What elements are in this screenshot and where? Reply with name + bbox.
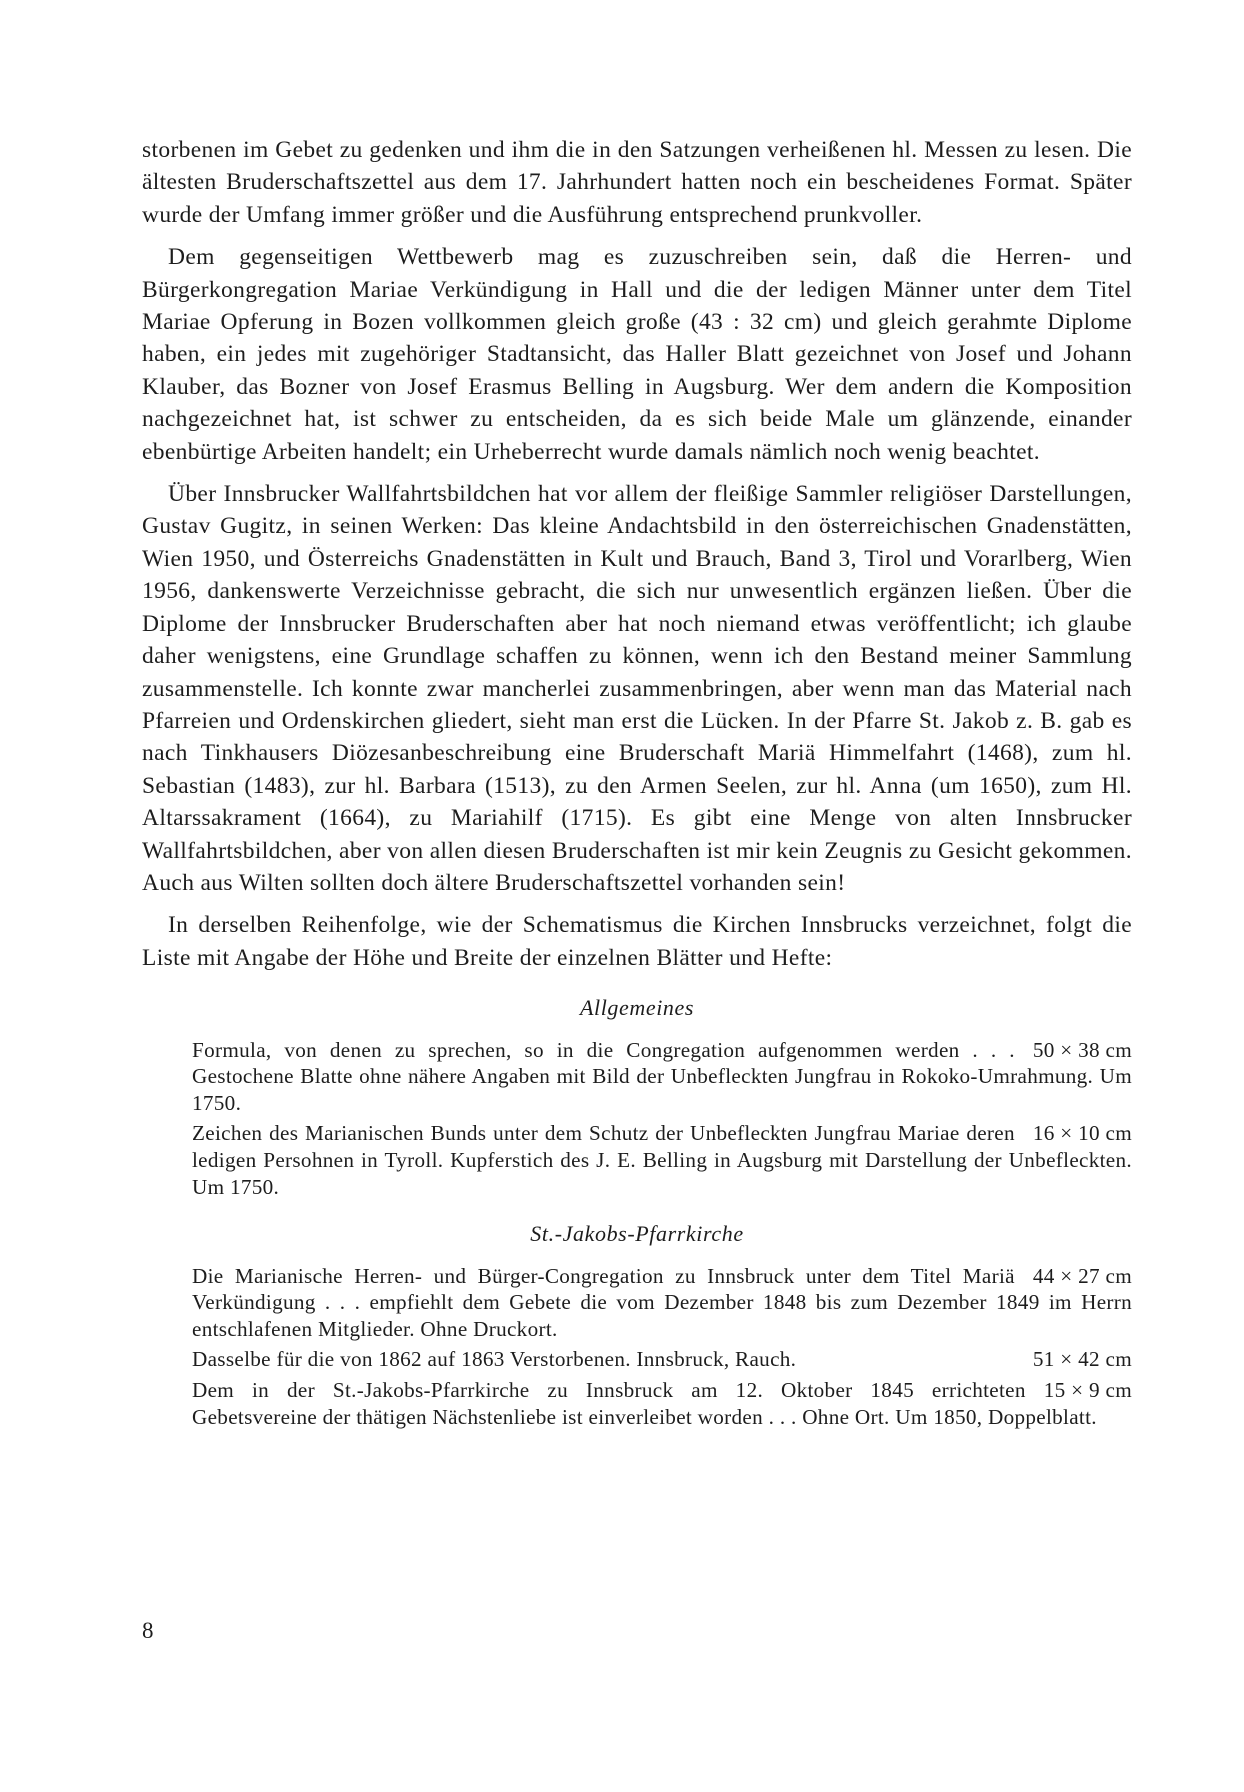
paragraph-1: storbenen im Gebet zu gedenken und ihm die in den Satzungen verheißenen hl. Messen zu lesen. Die ältesten Bruderschaftszettel aus dem 17. Jahrhundert hatten noch ein bescheidenes Format. Später wurde der Umfang immer größer und die Ausführung entsprechend prunkvoller. xyxy=(142,137,1132,228)
entry-dimensions: 15 × 9 cm xyxy=(1043,1377,1132,1402)
entry-text: Dasselbe für die von 1862 auf 1863 Verstorbenen. Innsbruck, Rauch. xyxy=(192,1347,797,1372)
page-number: 8 xyxy=(142,1618,154,1643)
entry-text: Zeichen des Marianischen Bunds unter dem Schutz der Unbefleckten Jungfrau Mariae deren ledigen Persohnen in Tyroll. Kupferstich des J. E. Belling in Augsburg mit Darstellung der Unbefleckten. Um 1750. xyxy=(192,1121,1132,1199)
catalog-entry xyxy=(192,1377,1132,1430)
paragraph-2: Dem gegenseitigen Wettbewerb mag es zuzuschreiben sein, daß die Herren- und Bürgerkongregation Mariae Verkündigung in Hall und die der ledigen Männer unter dem Titel Mariae Opferung in Bozen vollkommen gleich große (43 : 32 cm) und gleich gerahmte Diplome haben, ein jedes mit zugehöriger Stadtansicht, das Haller Blatt gezeichnet von Josef und Johann Klauber, das Bozner von Josef Erasmus Belling in Augsburg. Wer dem andern die Komposition nachgezeichnet hat, ist schwer zu entscheiden, da es sich beide Male um glänzende, einander ebenbürtige Arbeiten handelt; ein Urheberrecht wurde damals nämlich noch wenig beachtet. xyxy=(142,244,1132,465)
catalog-entry xyxy=(192,1346,1132,1373)
paragraph-4: In derselben Reihenfolge, wie der Schematismus die Kirchen Innsbrucks verzeichnet, folgt die Liste mit Angabe der Höhe und Breite der einzelnen Blätter und Hefte: xyxy=(142,912,1132,971)
entry-text: Dem in der St.-Jakobs-Pfarrkirche zu Innsbruck am 12. Oktober 1845 errichteten Gebetsvereine der thätigen Nächstenliebe ist einverleibet worden . . . Ohne Ort. Um 1850, Doppelblatt. xyxy=(192,1377,1097,1429)
catalog-entry xyxy=(192,1263,1132,1343)
paragraph-3: Über Innsbrucker Wallfahrtsbildchen hat vor allem der fleißige Sammler religiöser Darstellungen, Gustav Gugitz, in seinen Werken: Das kleine Andachtsbild in den österreichischen Gnadenstätten, Wien 1950, und Österreichs Gnadenstätten in Kult und Brauch, Band 3, Tirol und Vorarlberg, Wien 1956, dankenswerte Verzeichnisse gebracht, die sich nur unwesentlich ergänzen ließen. Über die Diplome der Innsbrucker Bruderschaften aber hat noch niemand etwas veröffentlicht; ich glaube daher wenigstens, eine Grundlage schaffen zu können, wenn ich den Bestand meiner Sammlung zusammenstelle. Ich konnte zwar mancherlei zusammenbringen, aber wenn man das Material nach Pfarreien und Ordenskirchen gliedert, sieht man erst die Lücken. In der Pfarre St. Jakob z. B. gab es nach Tinkhausers Diözesanbeschreibung eine Bruderschaft Mariä Himmelfahrt (1468), zum hl. Sebastian (1483), zur hl. Barbara (1513), zu den Armen Seelen, zur hl. Anna (um 1650), zum Hl. Altarssakrament (1664), zu Mariahilf (1715). Es gibt eine Menge von alten Innsbrucker Wallfahrtsbildchen, aber von allen diesen Bruderschaften ist mir kein Zeugnis zu Gesicht gekommen. Auch aus Wilten sollten doch ältere Bruderschaftszettel vorhanden sein! xyxy=(142,481,1132,896)
catalog-entry xyxy=(192,1120,1132,1200)
section-heading-allgemeines: Allgemeines xyxy=(579,995,695,1021)
catalog-entry xyxy=(192,1037,1132,1117)
entry-dimensions: 44 × 27 cm xyxy=(1032,1263,1132,1288)
entry-dimensions: 50 × 38 cm xyxy=(1032,1037,1132,1062)
section-heading-st-jakobs-pfarrkirche: St.-Jakobs-Pfarrkirche xyxy=(530,1221,744,1247)
entry-text: Die Marianische Herren- und Bürger-Congregation zu Innsbruck unter dem Titel Mariä Verkündigung . . . empfiehlt dem Gebete die vom Dezember 1848 bis zum Dezember 1849 im Herrn entschlafenen Mitglieder. Ohne Druckort. xyxy=(192,1263,1132,1341)
entry-text: Formula, von denen zu sprechen, so in die Congregation aufgenommen werden . . . Gestochene Blatte ohne nähere Angaben mit Bild der Unbefleckten Jungfrau in Rokoko-Umrahmung. Um 1750. xyxy=(192,1037,1132,1115)
body-text xyxy=(142,134,1132,1434)
entry-dimensions: 16 × 10 cm xyxy=(1032,1121,1132,1146)
entry-dimensions: 51 × 42 cm xyxy=(1032,1347,1132,1372)
